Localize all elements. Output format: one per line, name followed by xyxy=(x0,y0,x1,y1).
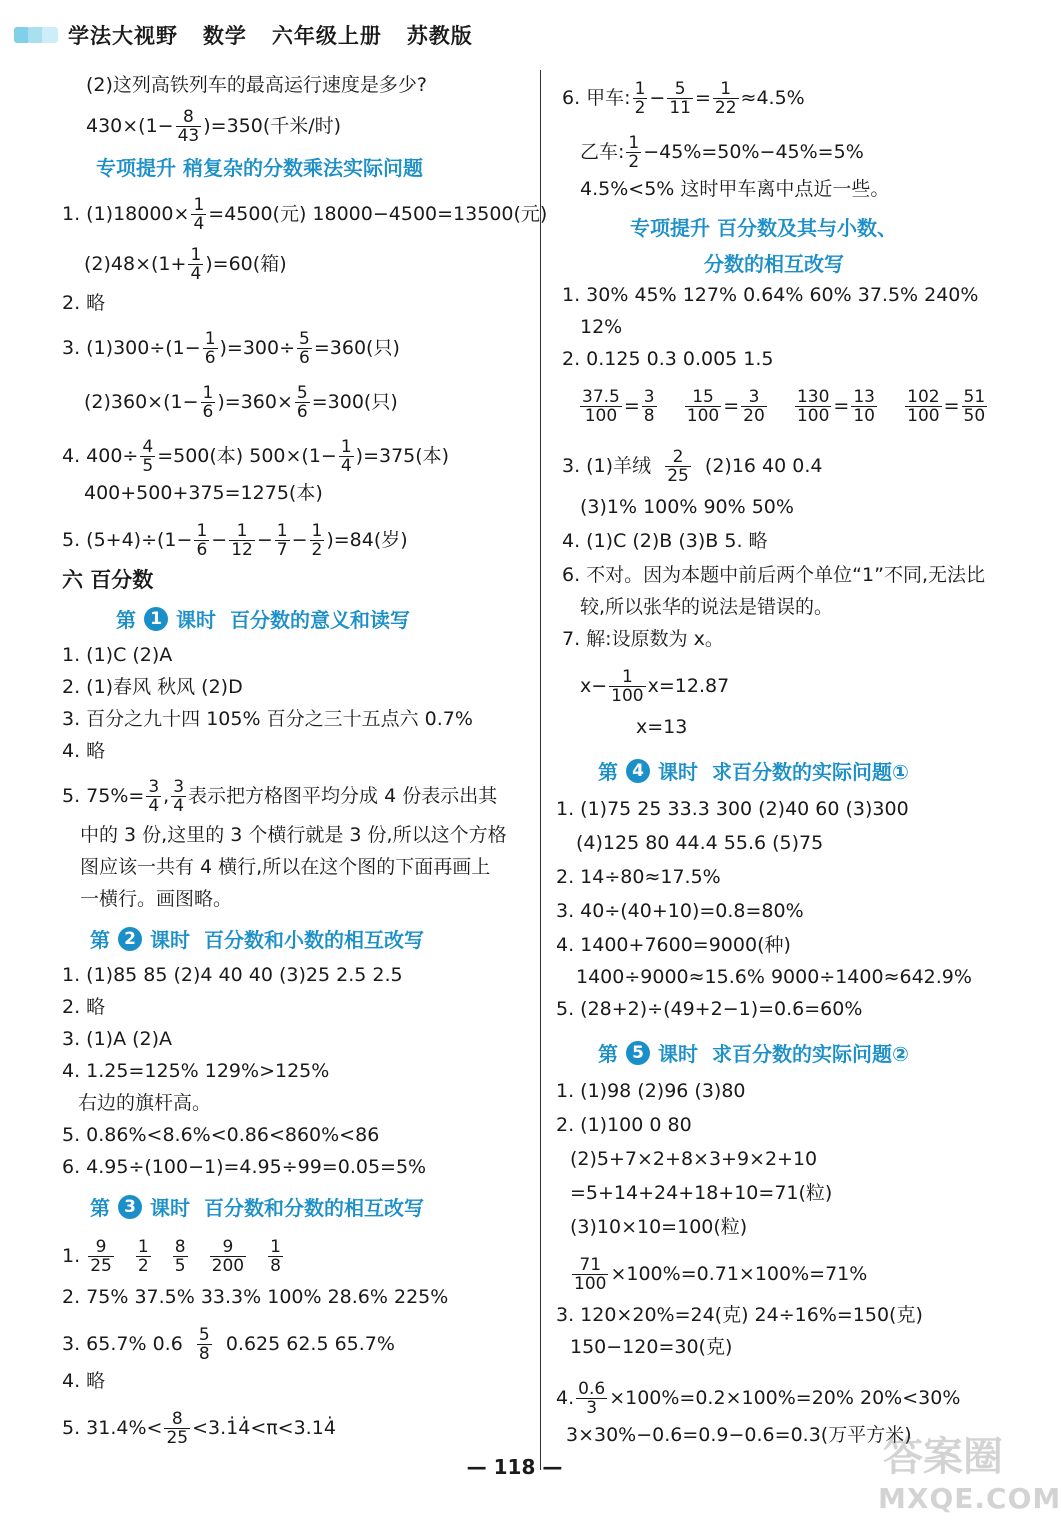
answer-line: 6. 不对。因为本题中前后两个单位“1”不同,无法比 xyxy=(562,564,985,586)
fraction-list-line: 1. $\frac{9}{25}$ $\frac{1}{2}$ $\frac{8}{5}$ $\frac{9}{200}$ $\frac{1}{8}$ xyxy=(62,1237,281,1276)
answer-line: 4. 1.25=125% 129%>125% xyxy=(62,1060,330,1082)
section-heading: 分数的相互改写 xyxy=(704,252,844,276)
answer-line: 1. (1)C (2)A xyxy=(62,644,173,666)
answer-line: 4. 略 xyxy=(62,740,106,762)
answer-line: =5+14+24+18+10=71(粒) xyxy=(570,1182,833,1204)
answer-line: (2)360×(1− $\frac{1}{6}$ )=360× $\frac{5}{6}$ =300(只) xyxy=(84,383,398,422)
answer-line: 7. 解:设原数为 x。 xyxy=(562,628,724,650)
fraction-equation-line: $\frac{37.5}{100}$ = $\frac{3}{8}$ $\frac{15}{100}$ = $\frac{3}{20}$ $\frac{130}{100}$ = $\frac{13}{10}$ $\frac{102}{100}$ = $\frac{51}{50}$ xyxy=(582,387,986,426)
answer-line: 1. 30% 45% 127% 0.64% 60% 37.5% 240% xyxy=(562,284,979,306)
answer-line: 4. (1)C (2)B (3)B 5. 略 xyxy=(562,530,768,552)
book-title: 学法大视野 数学 六年级上册 苏教版 xyxy=(68,24,473,48)
answer-line: $\frac{71}{100}$ ×100%=0.71×100%=71% xyxy=(574,1255,868,1294)
equation-line: x=13 xyxy=(636,716,688,738)
answer-line: 右边的旗杆高。 xyxy=(78,1092,212,1114)
answer-line: 2. 14÷80≈17.5% xyxy=(556,866,721,888)
lesson-number-badge: 1 xyxy=(144,607,168,631)
answer-line: 4. $\frac{0.6}{3}$ ×100%=0.2×100%=20% 20%<30% xyxy=(556,1379,961,1418)
answer-line: 1. (1)98 (2)96 (3)80 xyxy=(556,1080,746,1102)
section-heading: 专项提升 百分数及其与小数、 xyxy=(630,216,897,240)
answer-line: 1400÷9000≈15.6% 9000÷1400≈642.9% xyxy=(576,966,972,988)
answer-line: 3×30%−0.6=0.9−0.6=0.3(万平方米) xyxy=(566,1424,912,1446)
lesson-number-badge: 3 xyxy=(118,1195,142,1219)
lesson-heading: 第 2 课时 百分数和小数的相互改写 xyxy=(90,928,424,952)
lesson-heading: 第 5 课时 求百分数的实际问题② xyxy=(598,1042,909,1066)
answer-line: 4. 400÷ $\frac{4}{5}$ =500(本) 500×(1− $\frac{1}{4}$ )=375(本) xyxy=(62,437,450,476)
answer-line: 3. (1)A (2)A xyxy=(62,1028,173,1050)
answer-line: 3. 120×20%=24(克) 24÷16%=150(克) xyxy=(556,1304,923,1326)
answer-line: 150−120=30(克) xyxy=(570,1336,733,1358)
answer-line: 3. 65.7% 0.6 $\frac{5}{8}$ 0.625 62.5 65.7% xyxy=(62,1325,395,1364)
lesson-number-badge: 2 xyxy=(118,927,142,951)
answer-line: 2. (1)春风 秋风 (2)D xyxy=(62,676,243,698)
answer-line: 2. 略 xyxy=(62,292,106,314)
answer-line: 2. 0.125 0.3 0.005 1.5 xyxy=(562,348,774,370)
answer-line: 1. (1)75 25 33.3 300 (2)40 60 (3)300 xyxy=(556,798,909,820)
answer-line: 1. (1)18000× $\frac{1}{4}$ =4500(元) 18000−4500=13500(元) xyxy=(62,195,548,234)
answer-line: 3. (1)羊绒 $\frac{2}{25}$ (2)16 40 0.4 xyxy=(562,447,823,486)
column-divider xyxy=(540,70,541,1470)
answer-line: (3)1% 100% 90% 50% xyxy=(580,496,794,518)
answer-line: 5. 31.4%< $\frac{8}{25}$ <3.1̇4̇<π<3.14̇ xyxy=(62,1409,336,1448)
chapter-heading: 六 百分数 xyxy=(62,568,154,592)
page-number: — 118 — xyxy=(466,1455,563,1479)
answer-line: 12% xyxy=(580,316,623,338)
answer-line: 一横行。画图略。 xyxy=(80,888,233,910)
answer-line: 图应该一共有 4 横行,所以在这个图的下面再画上 xyxy=(80,856,491,878)
answer-line: (2)48×(1+ $\frac{1}{4}$ )=60(箱) xyxy=(84,245,287,284)
answer-line: 5. (28+2)÷(49+2−1)=0.6=60% xyxy=(556,998,863,1020)
answer-line: 2. 75% 37.5% 33.3% 100% 28.6% 225% xyxy=(62,1286,449,1308)
lesson-heading: 第 1 课时 百分数的意义和读写 xyxy=(116,608,410,632)
watermark: 答案圈 MXQE.COM xyxy=(878,1434,1061,1515)
answer-line: 4. 略 xyxy=(62,1370,106,1392)
answer-line: 5. (5+4)÷(1− $\frac{1}{6}$ − $\frac{1}{12}$ − $\frac{1}{7}$ − $\frac{1}{2}$ )=84(岁) xyxy=(62,521,408,560)
answer-line: 4.5%<5% 这时甲车离中点近一些。 xyxy=(580,178,890,200)
answer-line: 5. 0.86%<8.6%<0.86<860%<86 xyxy=(62,1124,380,1146)
lesson-heading: 第 3 课时 百分数和分数的相互改写 xyxy=(90,1196,424,1220)
answer-line: (2)5+7×2+8×3+9×2+10 xyxy=(570,1148,818,1170)
answer-line: 3. (1)300÷(1− $\frac{1}{6}$ )=300÷ $\frac{5}{6}$ =360(只) xyxy=(62,329,400,368)
answer-line: 2. (1)100 0 80 xyxy=(556,1114,692,1136)
answer-line: 400+500+375=1275(本) xyxy=(84,482,323,504)
lesson-number-badge: 4 xyxy=(626,759,650,783)
answer-line: 3. 百分之九十四 105% 百分之三十五点六 0.7% xyxy=(62,708,473,730)
answer-line: (3)10×10=100(粒) xyxy=(570,1216,748,1238)
answer-line: 较,所以张华的说法是错误的。 xyxy=(580,596,834,618)
answer-line: 中的 3 份,这里的 3 个横行就是 3 份,所以这个方格 xyxy=(80,824,507,846)
equation-line: x− $\frac{1}{100}$ x=12.87 xyxy=(580,667,730,706)
running-header xyxy=(14,18,473,52)
answer-line: 1. (1)85 85 (2)4 40 40 (3)25 2.5 2.5 xyxy=(62,964,403,986)
arrow-logo-icon xyxy=(14,22,58,48)
answer-line: 5. 75%= $\frac{3}{4}$ , $\frac{3}{4}$ 表示把方格图平均分成 4 份表示出其 xyxy=(62,777,498,816)
answer-line: 2. 略 xyxy=(62,996,106,1018)
formula-line: 430×(1− $\frac{8}{43}$ )=350(千米/时) xyxy=(86,107,342,146)
answer-line: 4. 1400+7600=9000(种) xyxy=(556,934,791,956)
text-line: (2)这列高铁列车的最高运行速度是多少? xyxy=(86,74,427,96)
lesson-heading: 第 4 课时 求百分数的实际问题① xyxy=(598,760,909,784)
section-heading: 专项提升 稍复杂的分数乘法实际问题 xyxy=(96,156,423,180)
answer-line: 3. 40÷(40+10)=0.8=80% xyxy=(556,900,804,922)
lesson-number-badge: 5 xyxy=(626,1041,650,1065)
answer-line: 6. 4.95÷(100−1)=4.95÷99=0.05=5% xyxy=(62,1156,427,1178)
answer-line: 乙车: $\frac{1}{2}$ −45%=50%−45%=5% xyxy=(580,133,864,172)
answer-line: (4)125 80 44.4 55.6 (5)75 xyxy=(576,832,824,854)
answer-line: 6. 甲车: $\frac{1}{2}$ − $\frac{5}{11}$ = $\frac{1}{22}$ ≈4.5% xyxy=(562,79,805,118)
